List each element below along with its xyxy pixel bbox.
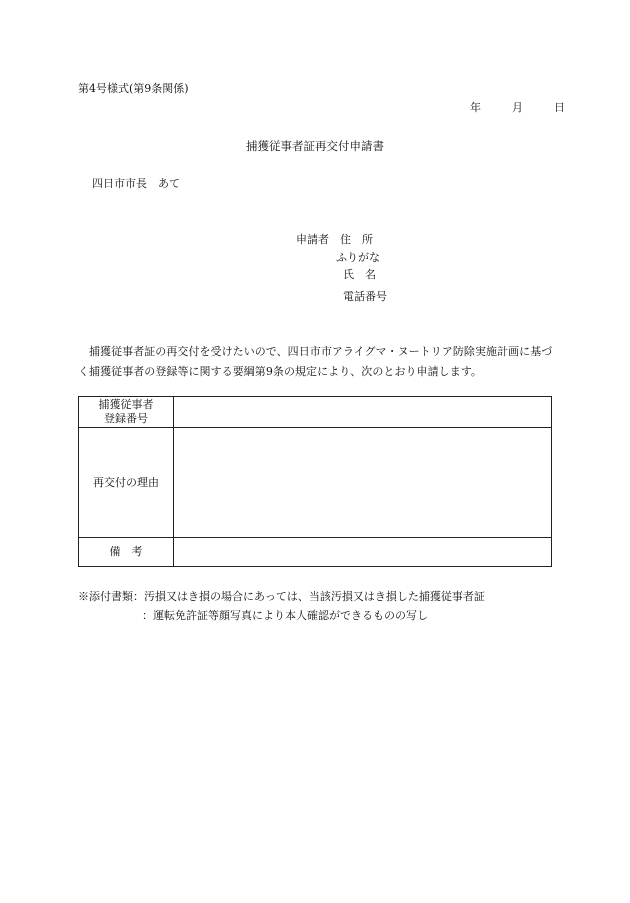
addressee: 四日市市長 あて xyxy=(92,177,180,190)
applicant-furigana-label: ふりがな xyxy=(336,251,380,264)
attachment-note-line2: ：運転免許証等顔写真により本人確認ができるものの写し xyxy=(142,609,428,622)
registration-number-label-line2: 登録番号 xyxy=(104,412,148,425)
applicant-phone-label: 電話番号 xyxy=(343,290,387,303)
reissue-reason-label: 再交付の理由 xyxy=(79,428,174,538)
date-day-label: 日 xyxy=(554,101,565,114)
table-row-reissue-reason xyxy=(79,428,552,538)
date-year-label: 年 xyxy=(470,101,481,114)
registration-number-label-line1: 捕獲従事者 xyxy=(98,398,154,411)
registration-number-field[interactable] xyxy=(174,397,552,428)
reissue-reason-field[interactable] xyxy=(174,428,552,538)
registration-number-label xyxy=(79,397,174,428)
attachment-note-line1: ※添付書類：汚損又はき損の場合にあっては、当該汚損又はき損した捕獲従事者証 xyxy=(78,590,485,603)
date-month-label: 月 xyxy=(512,101,523,114)
table-row-registration-number xyxy=(79,397,552,428)
remarks-label: 備 考 xyxy=(79,538,174,567)
form-number: 第4号様式(第9条関係) xyxy=(78,82,189,95)
table-row-remarks xyxy=(79,538,552,567)
application-table xyxy=(78,396,552,567)
date-line xyxy=(470,99,565,115)
remarks-field[interactable] xyxy=(174,538,552,567)
applicant-address-label: 申請者 住 所 xyxy=(296,233,373,246)
applicant-name-label: 氏 名 xyxy=(343,268,376,281)
document-title: 捕獲従事者証再交付申請書 xyxy=(246,139,384,153)
body-text: 捕獲従事者証の再交付を受けたいので、四日市市アライグマ・ヌートリア防除実施計画に基づく捕獲従事者の登録等に関する要綱第9条の規定により、次のとおり申請します。 xyxy=(78,345,553,378)
